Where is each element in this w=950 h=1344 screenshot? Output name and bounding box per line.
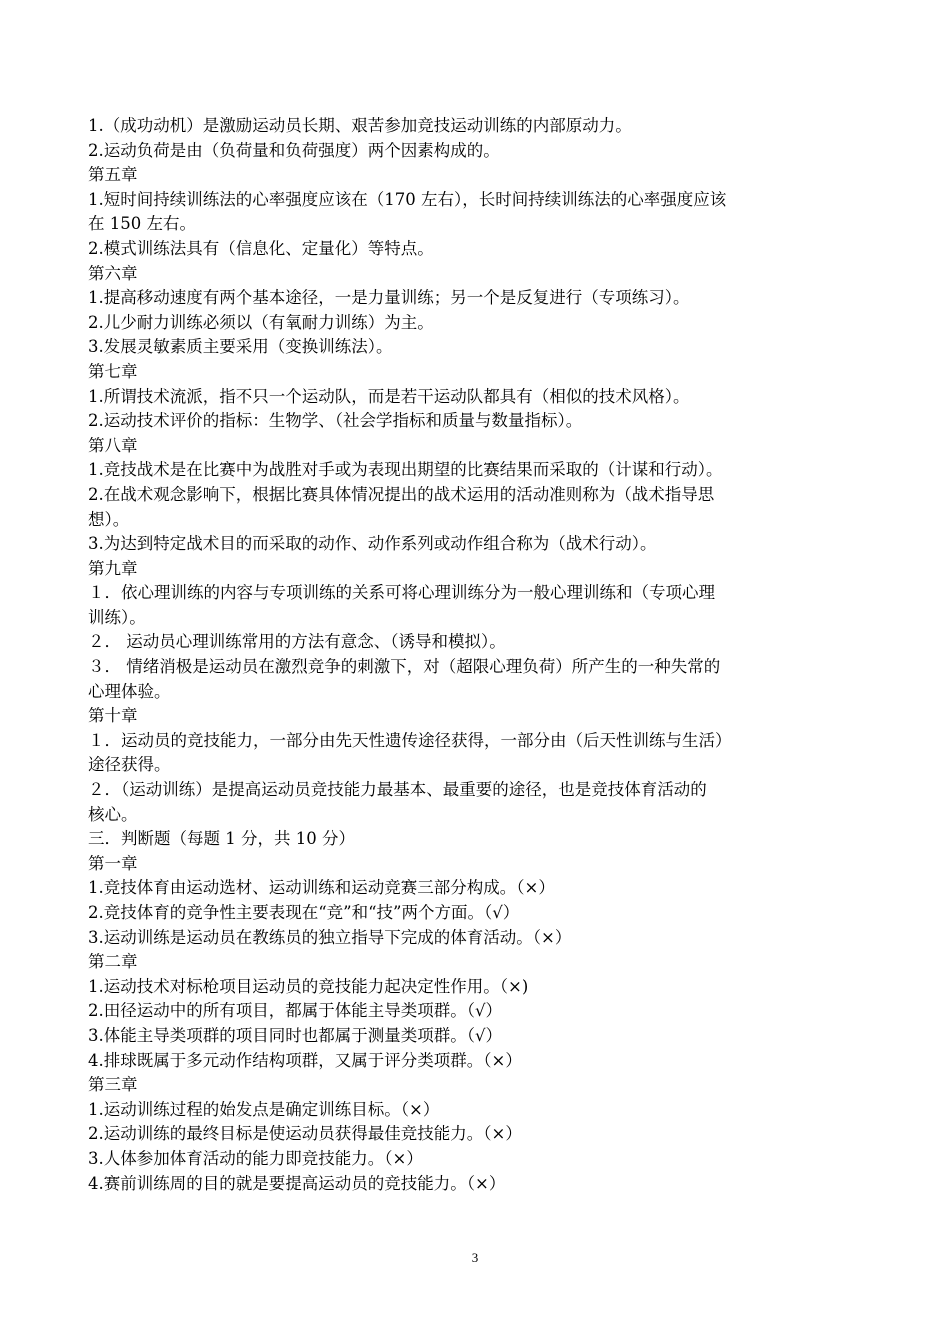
text-line: 在 150 左右。	[88, 214, 196, 234]
text-line: 心理体验。	[88, 681, 171, 701]
text-line: 第八章	[88, 435, 138, 455]
text-line: 1.运动技术对标枪项目运动员的竞技能力起决定性作用。（×)	[88, 976, 529, 996]
text-line: 2.儿少耐力训练必须以（有氧耐力训练）为主。	[88, 312, 434, 332]
text-line: 3.运动训练是运动员在教练员的独立指导下完成的体育活动。（×）	[88, 927, 572, 947]
text-line: 1.竞技战术是在比赛中为战胜对手或为表现出期望的比赛结果而采取的（计谋和行动）。	[88, 460, 723, 480]
text-line: 第七章	[88, 361, 138, 381]
text-line: 1.（成功动机）是激励运动员长期、艰苦参加竞技运动训练的内部原动力。	[88, 116, 632, 135]
text-line: 途径获得。	[88, 755, 171, 775]
text-line: 三．判断题（每题 1 分，共 10 分）	[88, 829, 355, 849]
text-line: ２． 运动员心理训练常用的方法有意念、（诱导和模拟）。	[88, 632, 506, 652]
text-line: 3.发展灵敏素质主要采用（变换训练法）。	[88, 337, 393, 357]
text-line: 2.模式训练法具有（信息化、定量化）等特点。	[88, 238, 434, 258]
text-line: 3.为达到特定战术目的而采取的动作、动作系列或动作组合称为（战术行动）。	[88, 534, 657, 554]
text-line: 2.运动技术评价的指标：生物学、（社会学指标和质量与数量指标）。	[88, 411, 583, 431]
text-line: 第九章	[88, 558, 138, 578]
text-line: 第一章	[88, 853, 138, 873]
document-body	[88, 114, 818, 1196]
text-line: 第十章	[88, 706, 138, 726]
text-line: 2.运动训练的最终目标是使运动员获得最佳竞技能力。（×）	[88, 1124, 522, 1144]
text-line: 2.运动负荷是由（负荷量和负荷强度）两个因素构成的。	[88, 140, 500, 160]
text-line: 训练）。	[88, 607, 146, 627]
text-line: 4.赛前训练周的目的就是要提高运动员的竞技能力。（×）	[88, 1173, 506, 1193]
text-line: 2.在战术观念影响下，根据比赛具体情况提出的战术运用的活动准则称为（战术指导思	[88, 484, 715, 504]
text-line: 核心。	[88, 804, 138, 824]
text-line: 1.提高移动速度有两个基本途径，一是力量训练；另一个是反复进行（专项练习）。	[88, 288, 690, 308]
text-line: 第二章	[88, 952, 138, 972]
text-line: １．运动员的竞技能力，一部分由先天性遗传途径获得，一部分由（后天性训练与生活）	[88, 730, 732, 750]
text-line: 第六章	[88, 263, 138, 283]
text-line: ３． 情绪消极是运动员在激烈竞争的刺激下，对（超限心理负荷）所产生的一种失常的	[88, 657, 721, 677]
text-line: 3.人体参加体育活动的能力即竞技能力。（×）	[88, 1148, 423, 1168]
text-line: 第五章	[88, 165, 138, 185]
text-line: １．依心理训练的内容与专项训练的关系可将心理训练分为一般心理训练和（专项心理	[88, 583, 715, 603]
text-line: 3.体能主导类项群的项目同时也都属于测量类项群。（√）	[88, 1025, 503, 1045]
text-line: 1.竞技体育由运动选材、运动训练和运动竞赛三部分构成。（×）	[88, 878, 555, 898]
text-line: ２．（运动训练）是提高运动员竞技能力最基本、最重要的途径，也是竞技体育活动的	[88, 780, 707, 800]
text-line: 1.运动训练过程的始发点是确定训练目标。（×）	[88, 1099, 440, 1119]
text-line: 4.排球既属于多元动作结构项群，又属于评分类项群。（×）	[88, 1050, 522, 1070]
text-line: 1.短时间持续训练法的心率强度应该在（170 左右），长时间持续训练法的心率强度应该	[88, 189, 727, 209]
text-line: 2.竞技体育的竞争性主要表现在“竞”和“技”两个方面。（√）	[88, 903, 520, 922]
text-line: 想）。	[88, 509, 130, 529]
page-number: 3	[471, 1250, 479, 1265]
text-line: 2.田径运动中的所有项目，都属于体能主导类项群。（√）	[88, 1001, 503, 1021]
text-line: 1.所谓技术流派，指不只一个运动队，而是若干运动队都具有（相似的技术风格）。	[88, 386, 690, 406]
text-line: 第三章	[88, 1075, 138, 1095]
